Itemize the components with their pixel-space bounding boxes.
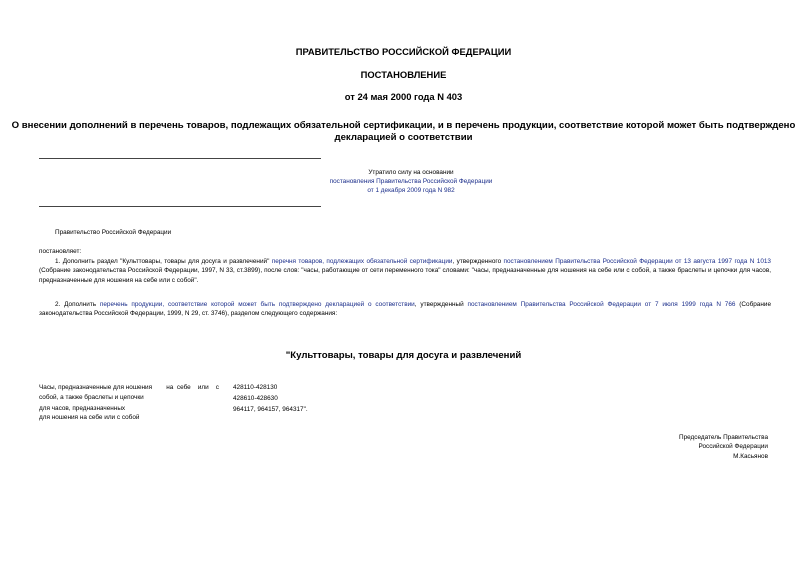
paragraph-item-2: [39, 300, 771, 319]
table-left-line-4: для ношения на себе или с собой: [39, 414, 140, 421]
item-1-text-c: (Собрание законодательства Российской Федерации, 1997, N 33, ст.3899), после слов: "часы, работающие от сети переменного тока" словами: "часы, предназначенные для ношения на себе или с собой, а также браслеты и цепочки для часов, предназначенные для ношения на себе или с собой".: [39, 267, 771, 284]
section-title: "Культтовары, товары для досуга и развлечений: [285, 350, 522, 361]
item-2-text-a: 2. Дополнить: [55, 301, 100, 308]
document-title-line-1: О внесении дополнений в перечень товаров, подлежащих обязательной сертификации, и в перечень продукции, соответствие которой может быть подтверждено: [11, 120, 796, 131]
table-code-1: 428110-428130: [233, 384, 278, 391]
repeal-link-decree[interactable]: постановления Правительства Российской Федерации: [329, 178, 493, 186]
item-2-link-products-list[interactable]: перечень продукции, соответствие которой может быть подтверждено декларацией о соответствии: [99, 301, 415, 308]
table-left-line-2: собой, а также браслеты и цепочки: [39, 394, 144, 401]
item-1-text-a: 1. Дополнить раздел "Культтовары, товары для досуга и развлечений": [55, 258, 272, 265]
signature-name: М.Касьянов: [733, 452, 768, 460]
signature-position-line-2: Российской Федерации: [698, 443, 768, 451]
item-2-text-c: (Собрание законодательства Российской Федерации, 1999, N 29, ст. 3746), разделом следующего содержания:: [39, 301, 772, 318]
table-code-3: 964117, 964157, 964317".: [233, 406, 308, 413]
item-2-text-b: , утвержденный: [414, 301, 468, 308]
table-left-line-3: для часов, предназначенных: [39, 405, 126, 412]
document-title-line-2: декларацией о соответствии: [334, 132, 473, 144]
item-1-link-goods-list[interactable]: перечня товаров, подлежащих обязательной сертификации: [271, 258, 453, 265]
issuer-text: Правительство Российской Федерации: [55, 229, 172, 236]
repeal-note: [320, 168, 502, 196]
repeal-note-text: Утратило силу на основании: [368, 169, 454, 176]
separator-rule-top: [39, 158, 321, 159]
table-left-line-1: Часы, предназначенные для ношения на себе или с: [39, 384, 220, 391]
separator-rule-bottom: [39, 206, 321, 207]
document-title: [0, 120, 807, 145]
signature-block: [679, 433, 768, 461]
item-1-text-b: , утвержденного: [452, 258, 504, 265]
table-code-2: 428610-428630: [233, 395, 278, 402]
item-2-link-decree-766[interactable]: постановлением Правительства Российской Федерации от 7 июля 1999 года N 766: [467, 301, 736, 308]
repeal-link-date[interactable]: от 1 декабря 2009 года N 982: [367, 187, 455, 195]
government-heading: ПРАВИТЕЛЬСТВО РОССИЙСКОЙ ФЕДЕРАЦИИ: [295, 46, 512, 57]
document-date-number: от 24 мая 2000 года N 403: [344, 91, 463, 102]
decrees-text: постановляет:: [39, 248, 82, 255]
item-1-link-decree-1013[interactable]: постановлением Правительства Российской Федерации от 13 августа 1997 года N 1013: [503, 258, 771, 265]
signature-position-line-1: Председатель Правительства: [679, 434, 768, 441]
paragraph-item-1: [39, 257, 771, 285]
document-type: ПОСТАНОВЛЕНИЕ: [360, 69, 447, 80]
